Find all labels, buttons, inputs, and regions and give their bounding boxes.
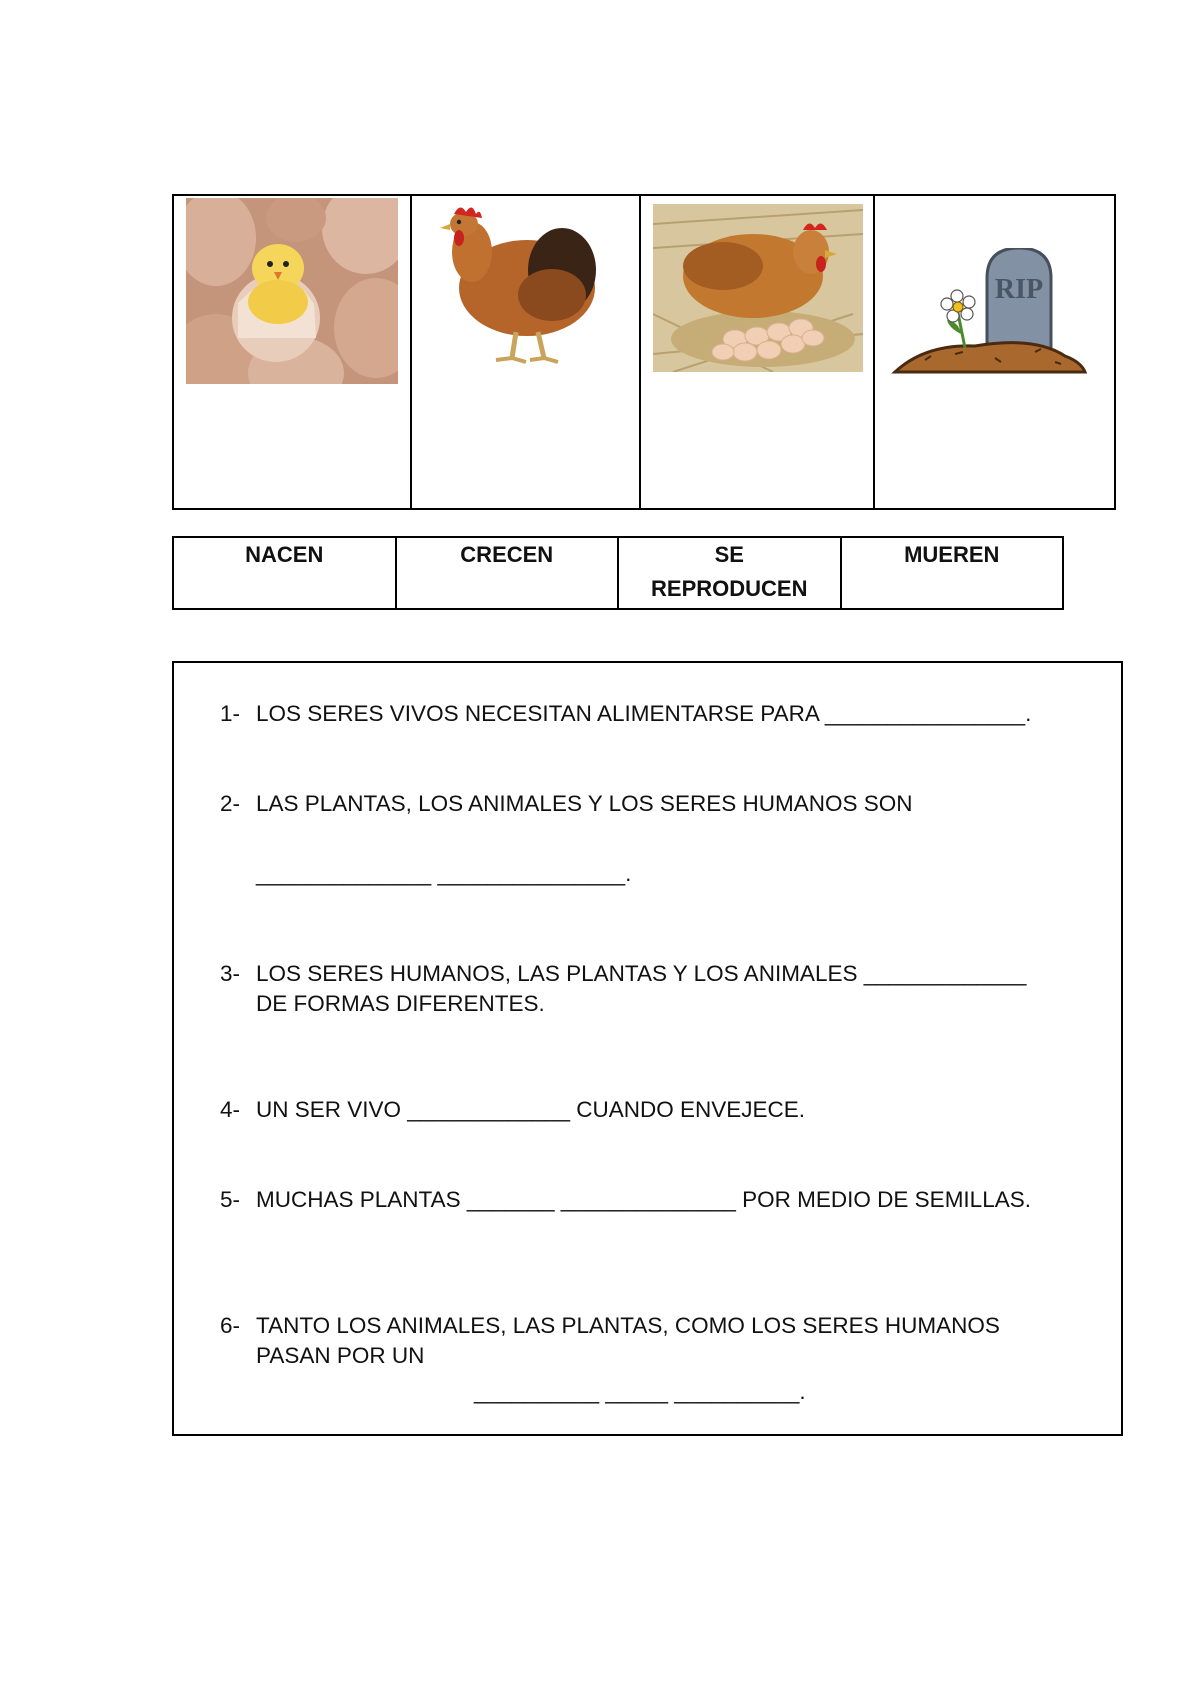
question-3-number: 3- bbox=[220, 961, 241, 986]
question-6-blank: __________ _____ __________. bbox=[474, 1379, 806, 1404]
question-1-number: 1- bbox=[220, 701, 241, 726]
label-reproducen-text: REPRODUCEN bbox=[651, 576, 808, 601]
question-2-number: 2- bbox=[220, 791, 241, 816]
picture-table bbox=[172, 194, 1116, 510]
tombstone-icon bbox=[885, 248, 1091, 378]
picture-cell-nacen bbox=[174, 196, 410, 508]
label-mueren-text: MUEREN bbox=[904, 542, 1000, 567]
question-3 bbox=[220, 959, 1026, 989]
question-4 bbox=[220, 1095, 805, 1125]
question-2-text: LAS PLANTAS, LOS ANIMALES Y LOS SERES HUMANOS SON bbox=[256, 791, 913, 816]
question-5 bbox=[220, 1185, 1031, 1215]
questions-box bbox=[172, 661, 1123, 1436]
question-5-text: MUCHAS PLANTAS _______ ______________ POR MEDIO DE SEMILLAS. bbox=[256, 1187, 1031, 1212]
question-1 bbox=[220, 699, 1031, 729]
question-2-blank: ______________ _______________. bbox=[256, 861, 632, 886]
label-mueren bbox=[840, 538, 1063, 608]
label-nacen-text: NACEN bbox=[245, 542, 324, 567]
question-3-continuation: DE FORMAS DIFERENTES. bbox=[256, 991, 545, 1016]
label-se-text: SE bbox=[714, 542, 744, 567]
question-6 bbox=[220, 1311, 1000, 1341]
question-3-text: LOS SERES HUMANOS, LAS PLANTAS Y LOS ANIMALES _____________ bbox=[256, 961, 1027, 986]
chick-hatching-icon bbox=[186, 198, 398, 384]
question-6-number: 6- bbox=[220, 1313, 241, 1338]
question-1-text: LOS SERES VIVOS NECESITAN ALIMENTARSE PARA ________________. bbox=[256, 701, 1032, 726]
picture-cell-crecen bbox=[410, 196, 639, 508]
hen-icon bbox=[432, 200, 612, 372]
picture-cell-mueren bbox=[873, 196, 1114, 508]
label-table bbox=[172, 536, 1064, 610]
question-4-number: 4- bbox=[220, 1097, 241, 1122]
question-4-text: UN SER VIVO _____________ CUANDO ENVEJECE. bbox=[256, 1097, 805, 1122]
label-crecen-text: CRECEN bbox=[460, 542, 554, 567]
label-crecen bbox=[395, 538, 618, 608]
tombstone-text: RIP bbox=[994, 274, 1044, 305]
label-se-reproducen bbox=[617, 538, 840, 608]
question-6-text: TANTO LOS ANIMALES, LAS PLANTAS, COMO LOS SERES HUMANOS bbox=[256, 1313, 1000, 1338]
hen-nest-eggs-icon bbox=[653, 204, 863, 372]
question-2 bbox=[220, 789, 912, 819]
label-nacen bbox=[174, 538, 395, 608]
question-6-continuation: PASAN POR UN bbox=[256, 1343, 425, 1368]
question-5-number: 5- bbox=[220, 1187, 241, 1212]
picture-cell-reproducen bbox=[639, 196, 873, 508]
